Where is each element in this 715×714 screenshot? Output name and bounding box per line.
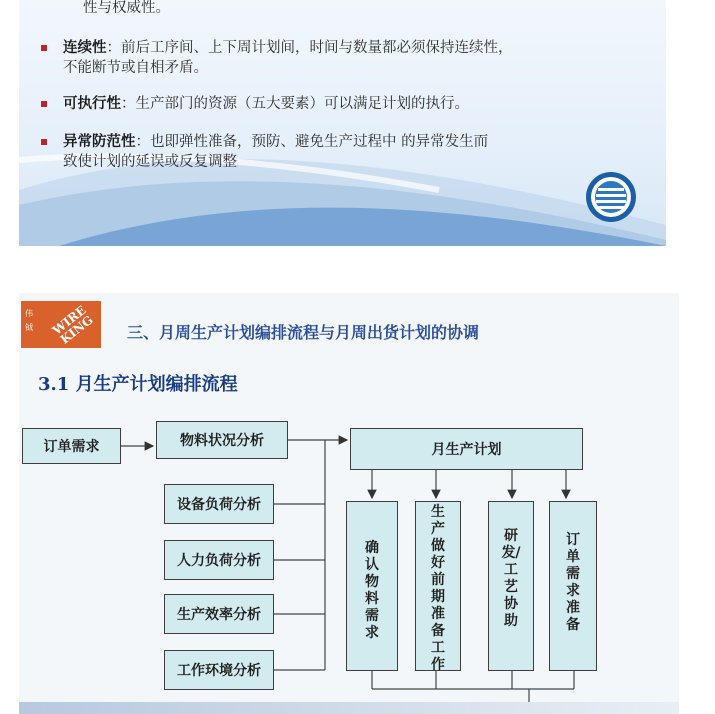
bullet-marker bbox=[41, 101, 47, 107]
box-production-prep-label: 生产做好前期准备工作 bbox=[431, 504, 445, 673]
box-rnd bbox=[488, 501, 534, 671]
bullet-text: 生产部门的资源（五大要素）可以满足计划的执行。 bbox=[135, 96, 469, 112]
company-round-logo-icon bbox=[585, 171, 637, 223]
box-manpower-load: 人力负荷分析 bbox=[164, 540, 274, 580]
box-equipment-load: 设备负荷分析 bbox=[164, 484, 274, 524]
bullet-term: 异常防范性 bbox=[63, 134, 136, 150]
lead-text bbox=[83, 0, 170, 18]
box-monthly-plan: 月生产计划 bbox=[350, 428, 583, 470]
bullet-text-cont: 不能断节或自相矛盾。 bbox=[63, 60, 208, 76]
box-order-prep-label: 订单需求准备 bbox=[566, 532, 580, 633]
bullet-term: 连续性 bbox=[63, 40, 107, 56]
brand-cn: 伟钺 bbox=[25, 309, 33, 332]
lead-fragment: 性与权威性。 bbox=[83, 0, 170, 16]
slide-flowchart bbox=[19, 293, 679, 714]
bullet-marker bbox=[41, 139, 47, 145]
box-order-demand: 订单需求 bbox=[22, 428, 121, 464]
bullet-text-cont: 致使计划的延误或反复调整 bbox=[63, 154, 237, 170]
box-environment: 工作环境分析 bbox=[164, 650, 274, 690]
bullet-marker bbox=[41, 45, 47, 51]
bullet-text: 前后工序间、上下周计划间，时间与数量都必须保持连续性， bbox=[121, 40, 513, 56]
section-title: 三、月周生产计划编排流程与月周出货计划的协调 bbox=[127, 323, 480, 342]
box-confirm-material-label: 确认物料需求 bbox=[365, 540, 379, 641]
box-production-prep bbox=[415, 501, 461, 671]
brand-en: WIRE KING bbox=[49, 302, 96, 347]
background-swoosh bbox=[19, 0, 666, 246]
box-material-analysis: 物料状况分析 bbox=[156, 421, 288, 459]
box-confirm-material bbox=[346, 501, 398, 671]
bullet-continuity: 连续性：前后工序间、上下周计划间，时间与数量都必须保持连续性， 不能断节或自相矛盾。 bbox=[63, 38, 513, 78]
bullet-term: 可执行性 bbox=[63, 96, 121, 112]
slide-top bbox=[19, 0, 666, 246]
box-efficiency: 生产效率分析 bbox=[164, 594, 274, 634]
box-order-prep bbox=[549, 501, 597, 671]
bullet-exception-prevention: 异常防范性：也即弹性准备，预防、避免生产过程中 的异常发生而 致使计划的延误或反复调整 bbox=[63, 132, 488, 172]
box-rnd-label: 研发/工艺协助 bbox=[501, 528, 521, 629]
section-subtitle: 3.1 月生产计划编排流程 bbox=[38, 374, 238, 395]
bullet-text: 也即弹性准备，预防、避免生产过程中 的异常发生而 bbox=[150, 134, 489, 150]
bullet-executability: 可执行性：生产部门的资源（五大要素）可以满足计划的执行。 bbox=[63, 94, 469, 114]
slide-bottom-bar bbox=[19, 702, 679, 714]
